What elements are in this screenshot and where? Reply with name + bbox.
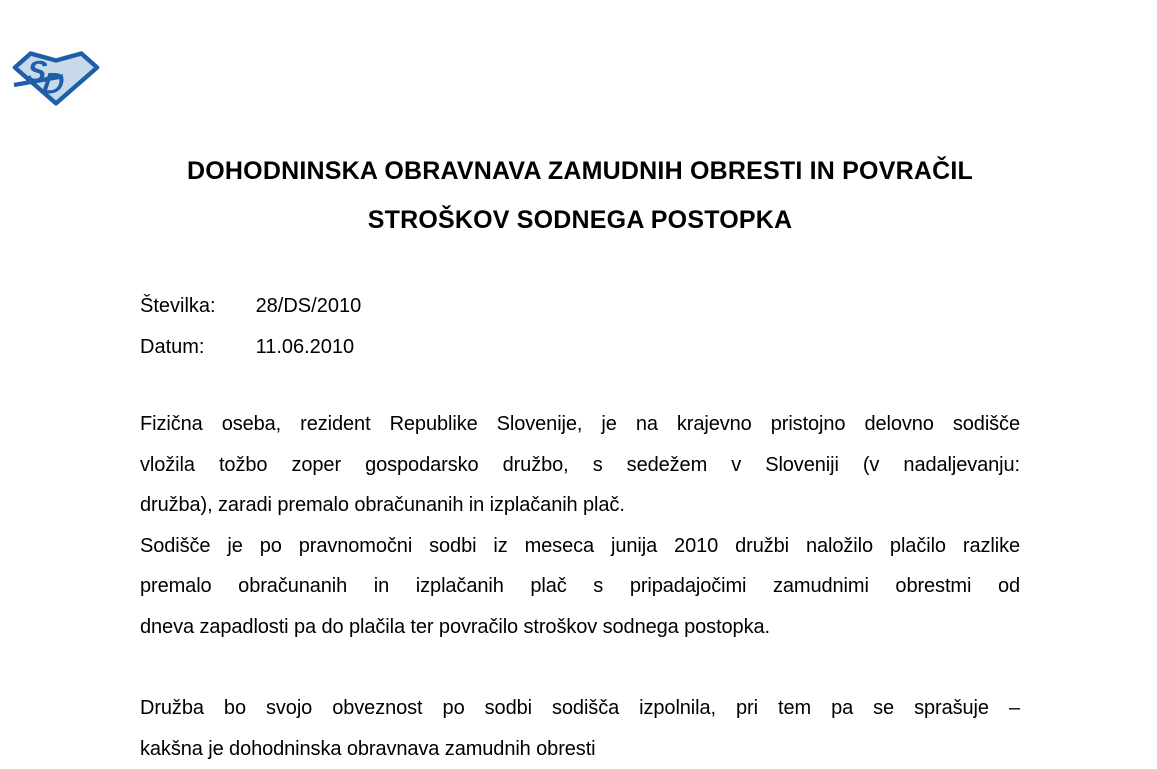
sd-diamond-logo-graphic bbox=[12, 50, 100, 106]
paragraph2-line3: dneva zapadlosti pa do plačila ter povračilo stroškov sodnega postopka. bbox=[140, 615, 770, 638]
sd-diamond-logo bbox=[12, 50, 100, 106]
paragraph3-line2-partial: kakšna je dohodninska obravnava zamudnih obresti bbox=[140, 737, 596, 760]
paragraph1-line1: Fizična oseba, rezident Republike Slovenije, je na krajevno pristojno delovno sodišče bbox=[140, 413, 1020, 435]
document-title-line1: DOHODNINSKA OBRAVNAVA ZAMUDNIH OBRESTI IN POVRAČIL bbox=[187, 157, 973, 185]
paragraph-spacer bbox=[140, 648, 1020, 689]
logo-letter-s: S bbox=[24, 55, 49, 89]
number-label: Številka: bbox=[140, 295, 216, 317]
document-title bbox=[140, 147, 1020, 245]
paragraph1-line2: vložila tožbo zoper gospodarsko družbo, s sedežem v Sloveniji (v nadaljevanju: bbox=[140, 453, 1020, 476]
meta-number-row bbox=[140, 286, 361, 327]
number-value: 28/DS/2010 bbox=[255, 295, 362, 317]
paragraph3-line1: Družba bo svojo obveznost po sodbi sodišča izpolnila, pri tem pa se sprašuje – bbox=[140, 697, 1020, 720]
date-label: Datum: bbox=[140, 335, 205, 358]
logo-letter-d: D bbox=[40, 67, 67, 101]
document-title-line2: STROŠKOV SODNEGA POSTOPKA bbox=[367, 206, 793, 234]
paragraph1-line3: družba), zaradi premalo obračunanih in izplačanih plač. bbox=[140, 494, 625, 517]
document-body bbox=[140, 404, 1020, 769]
document-meta bbox=[140, 286, 361, 367]
meta-date-row bbox=[140, 327, 361, 368]
paragraph2-line1: Sodišče je po pravnomočni sodbi iz meseca junija 2010 družbi naložilo plačilo razlike bbox=[140, 534, 1020, 557]
date-value: 11.06.2010 bbox=[255, 335, 355, 358]
paragraph2-line2: premalo obračunanih in izplačanih plač s pripadajočimi zamudnimi obrestmi od bbox=[140, 575, 1020, 598]
